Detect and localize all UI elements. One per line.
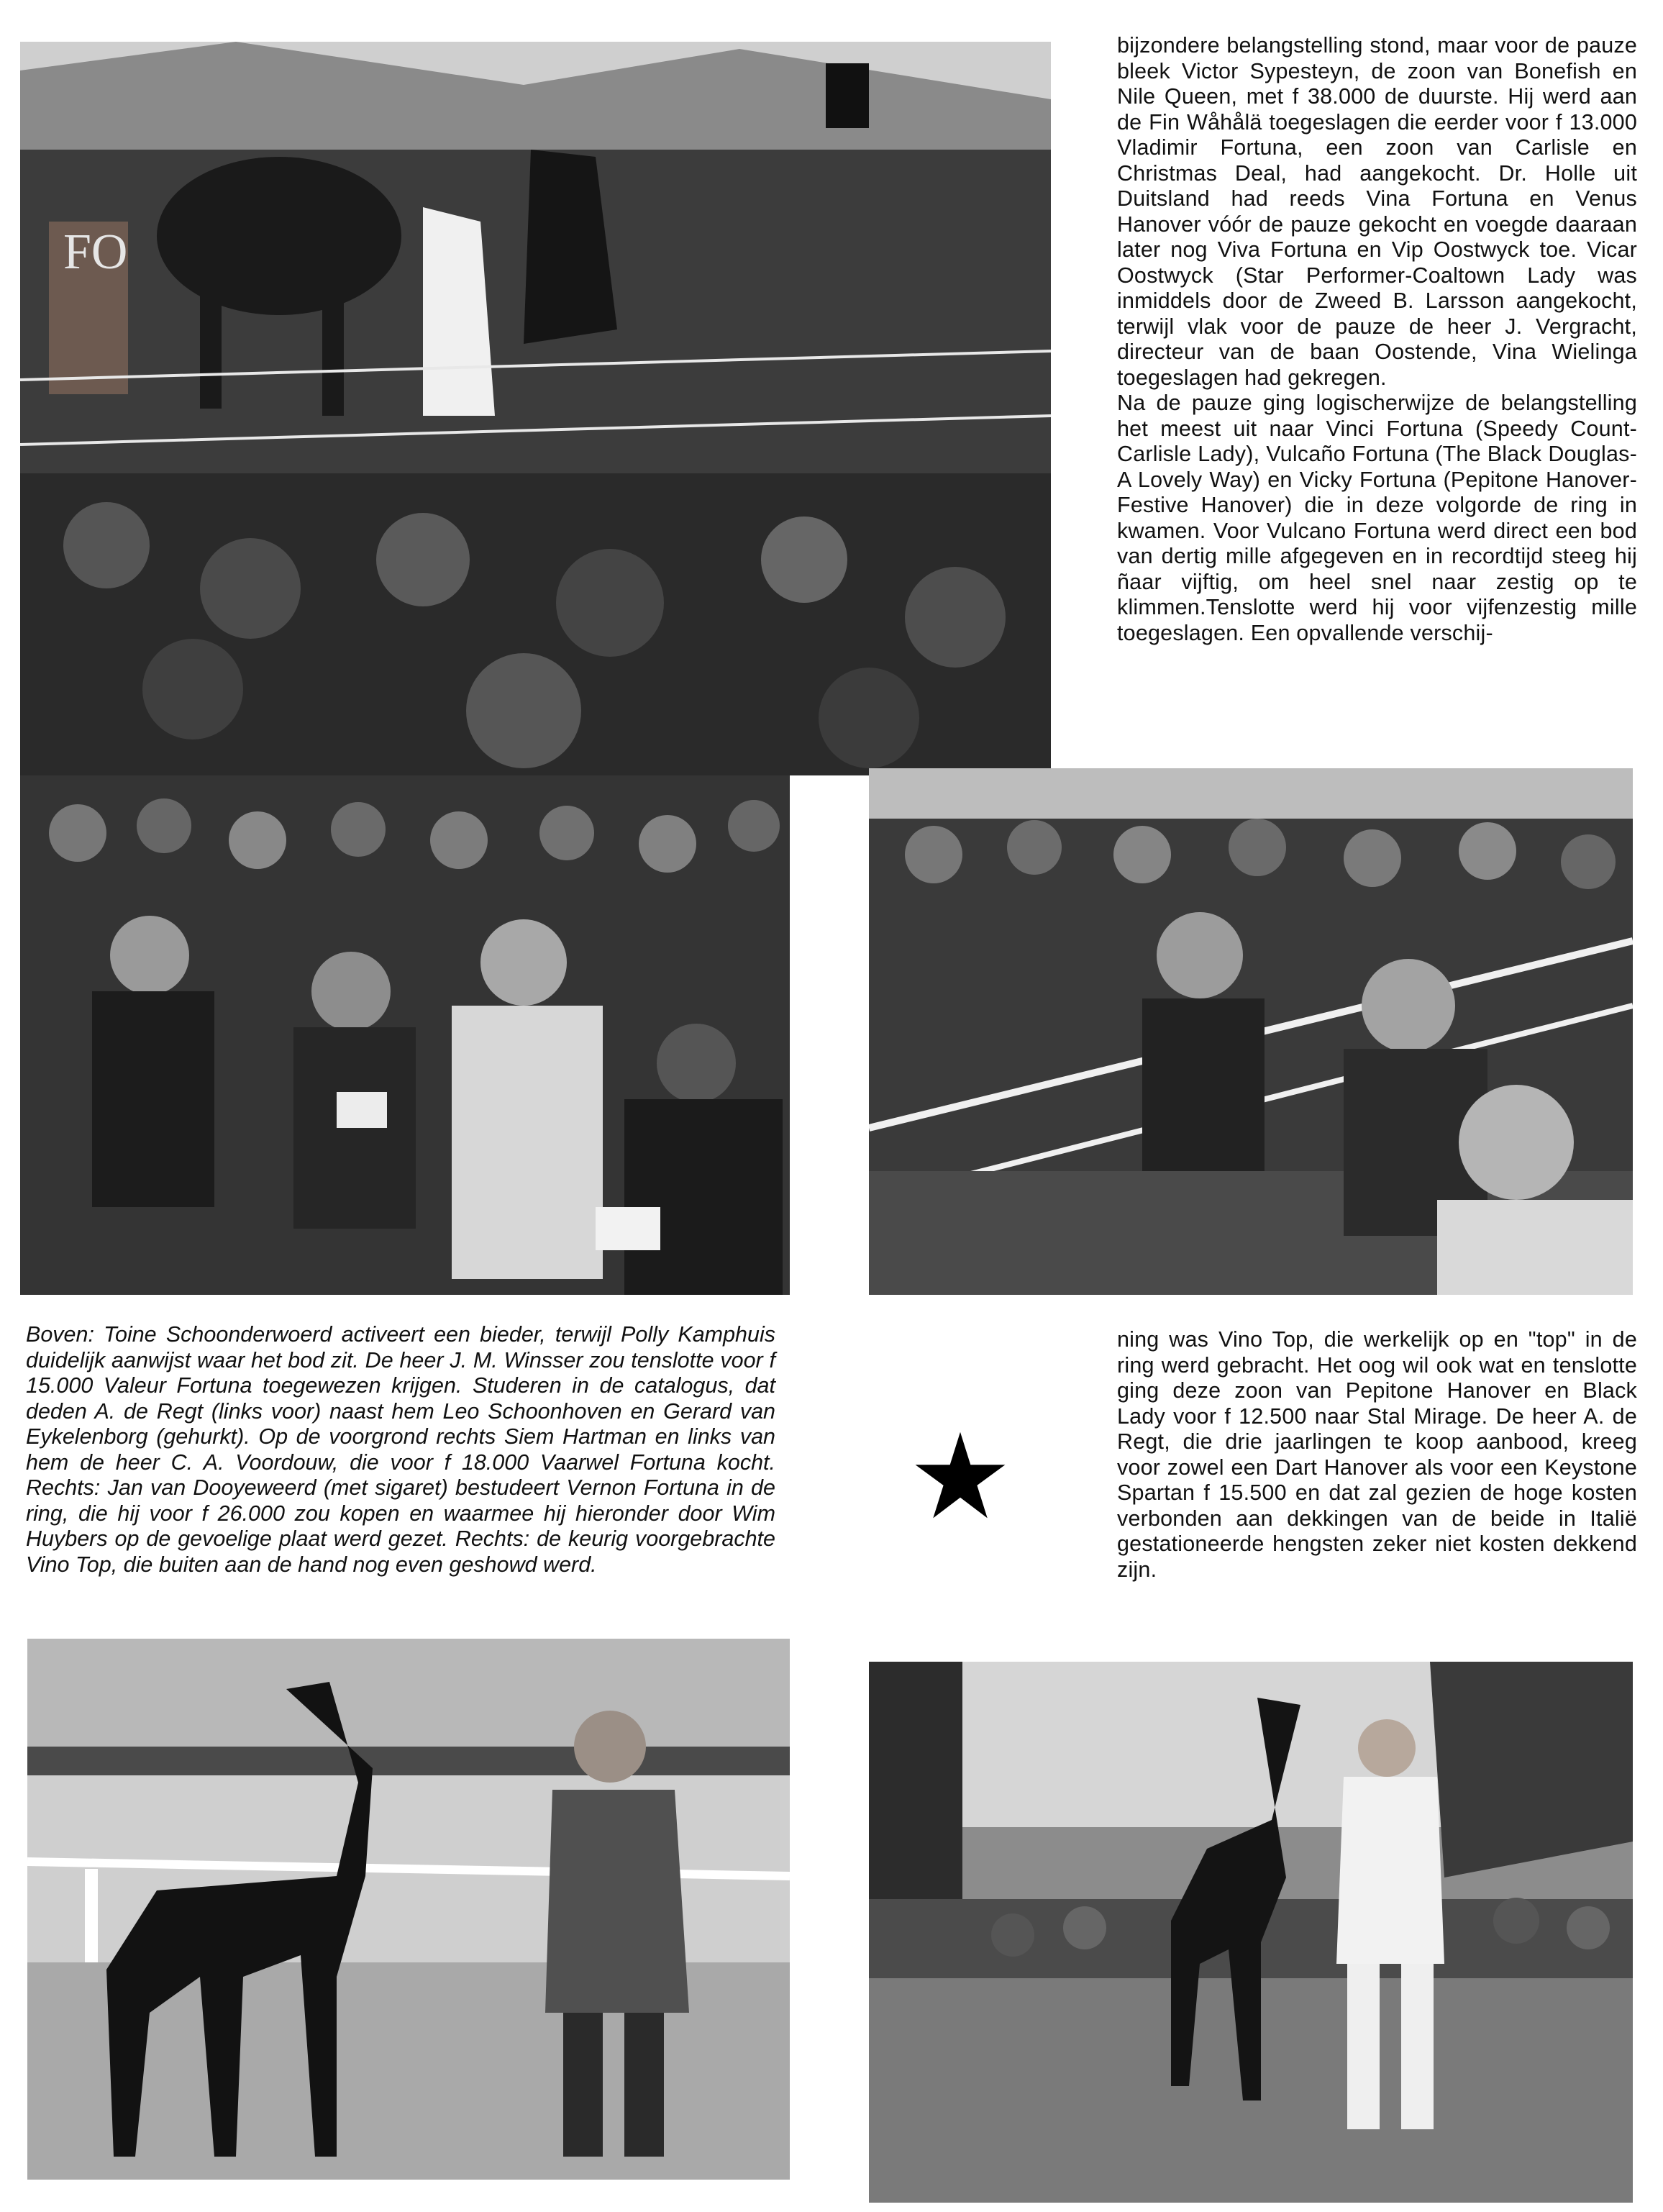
article-column-bottom <box>1117 1327 1637 1583</box>
photo-man-with-horse <box>27 1639 790 2180</box>
photo-crowd-catalogue-image <box>20 775 790 1295</box>
article-paragraph: Na de pauze ging logischerwijze de belangstelling het meest uit naar Vinci Fortuna (Speedy Count-Carlisle Lady), Vulcaño Fortuna (The Black Douglas-A Lovely Way) en Vicky Fortuna (Pepitone Hanover-Festive Hanover) die in deze volgorde de ring in kwamen. Voor Vulcano Fortuna werd direct een bod van dertig mille afgegeven en in recordtijd steeg hij ñaar vijftig, om heel snel naar zestig op te klimmen.Tenslotte werd hij voor vijfenzestig mille toegeslagen. Een opvallende verschij- <box>1117 391 1637 645</box>
star-icon <box>913 1432 1007 1521</box>
article-column-top <box>1117 33 1637 646</box>
photo-spectators-ring <box>869 768 1633 1295</box>
ring-sign-fragment: FO <box>63 224 128 280</box>
photo-man-with-horse-image <box>27 1639 790 2180</box>
article-paragraph: bijzondere belangstelling stond, maar voor de pauze bleek Victor Sypesteyn, de zoon van Bonefish en Nile Queen, met f 38.000 de duurste. Hij werd aan de Fin Wåhålä toegeslagen die eerder voor f 13.000 Vladimir Fortuna, een zoon van Carlisle en Christmas Deal, had aangekocht. Dr. Holle uit Duitsland had reeds Vina Fortuna en Venus Hanover vóór de pauze gekocht en voegde daaraan later nog Viva Fortuna en Vip Oostwyck toe. Vicar Oostwyck (Star Performer-Coaltown Lady was inmiddels door de Zweed B. Larsson aangekocht, terwijl vlak voor de pauze de heer J. Vergracht, directeur van de baan Oostende, Vina Wielinga toegeslagen had gekregen. <box>1117 33 1637 390</box>
photo-spectators-ring-image <box>869 768 1633 1295</box>
photo-auction-ring-horse <box>20 42 1051 775</box>
photo-horse-shown-at-hand <box>869 1662 1633 2203</box>
article-paragraph: ning was Vino Top, die werkelijk op en "top" in de ring werd gebracht. Het oog wil ook wat en tenslotte ging deze zoon van Pepitone Hanover en Black Lady voor f 12.500 naar Stal Mirage. De heer A. de Regt, die drie jaarlingen te koop aanbood, kreeg voor zowel een Dart Hanover als voor een Keystone Spartan f 15.500 en dat zal gezien de hoge kosten verbonden aan dekkingen van de beide in Italië gestationeerde hengsten zeker niet kosten dekkend zijn. <box>1117 1327 1637 1582</box>
photo-horse-shown-at-hand-image <box>869 1662 1633 2203</box>
photo-caption <box>26 1322 775 1578</box>
photo-crowd-catalogue <box>20 775 790 1295</box>
photo-auction-ring-horse-image <box>20 42 1051 775</box>
caption-text: Boven: Toine Schoonderwoerd activeert een bieder, terwijl Polly Kamphuis duidelijk aanwijst waar het bod zit. De heer J. M. Winsser zou tenslotte voor f 15.000 Valeur Fortuna toegewezen krijgen. Studeren in de catalogus, dat deden A. de Regt (links voor) naast hem Leo Schoonhoven en Gerard van Eykelenborg (gehurkt). Op de voorgrond rechts Siem Hartman en links van hem de heer C. A. Voordouw, die voor f 18.000 Vaarwel Fortuna kocht. Rechts: Jan van Dooyeweerd (met sigaret) bestudeert Vernon Fortuna in de ring, die hij voor f 26.000 zou kopen en waarmee hij hieronder door Wim Huybers op de gevoelige plaat werd gezet. Rechts: de keurig voorgebrachte Vino Top, die buiten aan de hand nog even geshowd werd. <box>26 1322 775 1577</box>
